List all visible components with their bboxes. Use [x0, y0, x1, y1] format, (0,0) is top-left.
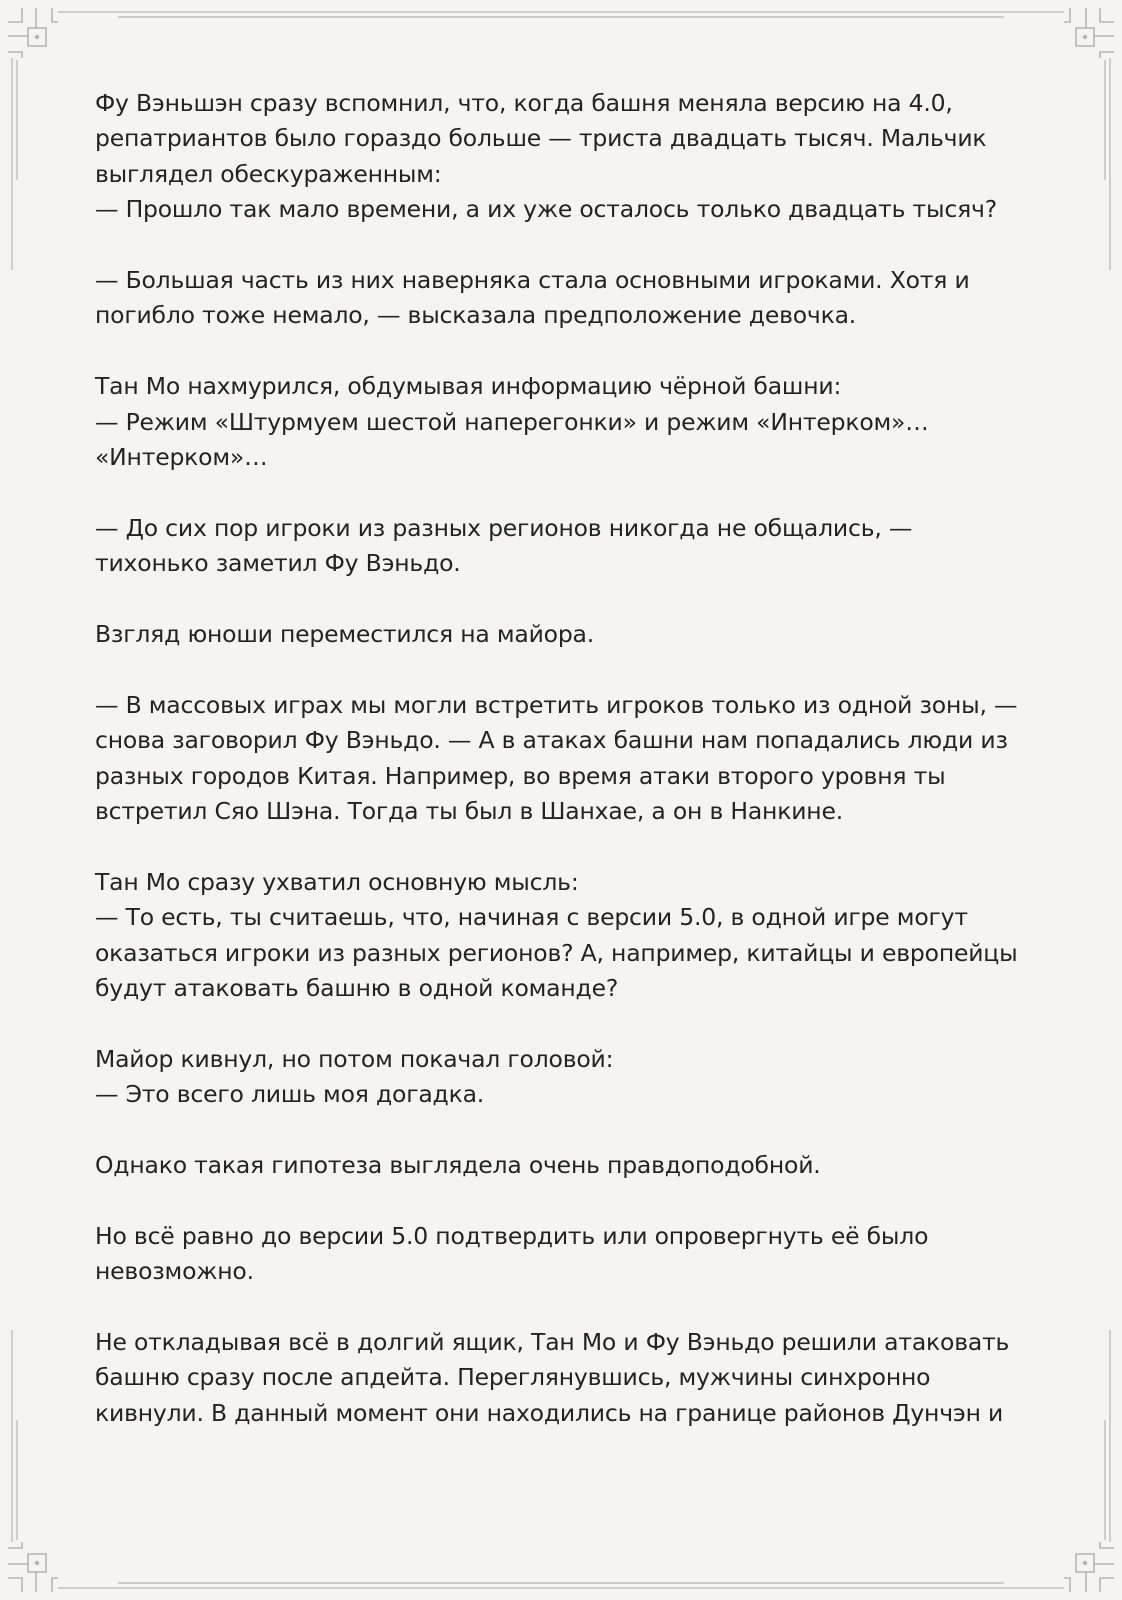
paragraph — [95, 1219, 1035, 1290]
text-line: разных городов Китая. Например, во время атаки второго уровня ты — [95, 761, 946, 790]
text-line: Фу Вэньшэн сразу вспомнил, что, когда башня меняла версию на 4.0, — [95, 89, 953, 117]
text-line: снова заговорил Фу Вэньдо. — А в атаках башни нам попадались люди из — [95, 726, 1008, 755]
text-line: тихонько заметил Фу Вэньдо. — [95, 549, 461, 578]
text-line: Взгляд юноши переместился на майора. — [95, 620, 595, 649]
text-line: — То есть, ты считаешь, что, начиная с версии 5.0, в одной игре могут — [95, 903, 968, 932]
paragraph — [95, 1042, 1035, 1113]
text-line: кивнули. В данный момент они находились на границе районов Дунчэн и — [95, 1398, 1004, 1427]
text-line: Однако такая гипотеза выглядела очень правдоподобной. — [95, 1151, 821, 1180]
paragraph — [95, 1148, 1035, 1183]
paragraph — [95, 688, 1035, 830]
text-line: Не откладывая всё в долгий ящик, Тан Мо и Фу Вэньдо решили атаковать — [95, 1328, 1010, 1357]
paragraph — [95, 617, 1035, 652]
text-line: выглядел обескураженным: — [95, 159, 442, 188]
text-line: — В массовых играх мы могли встретить игроков только из одной зоны, — — [95, 690, 1018, 719]
text-line: Но всё равно до версии 5.0 подтвердить или опровергнуть её было — [95, 1221, 929, 1250]
text-line: — До сих пор игроки из разных регионов никогда не общались, — — [95, 513, 913, 542]
text-line: погибло тоже немало, — высказала предположение девочка. — [95, 301, 857, 330]
text-line: Тан Мо нахмурился, обдумывая информацию чёрной башни: — [95, 372, 842, 401]
text-line: оказаться игроки из разных регионов? А, например, китайцы и европейцы — [95, 938, 1018, 967]
text-line: «Интерком»… — [95, 443, 268, 472]
paragraph — [95, 511, 1035, 582]
text-line: Майор кивнул, но потом покачал головой: — [95, 1044, 614, 1073]
text-line: репатриантов было гораздо больше — триста двадцать тысяч. Мальчик — [95, 124, 987, 153]
text-line: — Прошло так мало времени, а их уже осталось только двадцать тысяч? — [95, 195, 997, 224]
text-line: — Режим «Штурмуем шестой наперегонки» и режим «Интерком»… — [95, 407, 929, 436]
text-line: Тан Мо сразу ухватил основную мысль: — [95, 867, 579, 896]
paragraph — [95, 263, 1035, 334]
text-line: будут атаковать башню в одной команде? — [95, 974, 619, 1003]
text-line: башню сразу после апдейта. Переглянувшись, мужчины синхронно — [95, 1363, 931, 1392]
text-line: встретил Сяо Шэна. Тогда ты был в Шанхае, а он в Нанкине. — [95, 797, 843, 826]
story-text — [95, 86, 1035, 1467]
text-line: невозможно. — [95, 1257, 254, 1286]
text-line: — Большая часть из них наверняка стала основными игроками. Хотя и — [95, 266, 970, 295]
paragraph — [95, 369, 1035, 475]
paragraph — [95, 86, 1035, 228]
text-line: — Это всего лишь моя догадка. — [95, 1080, 485, 1109]
paragraph — [95, 1325, 1035, 1431]
paragraph — [95, 865, 1035, 1007]
